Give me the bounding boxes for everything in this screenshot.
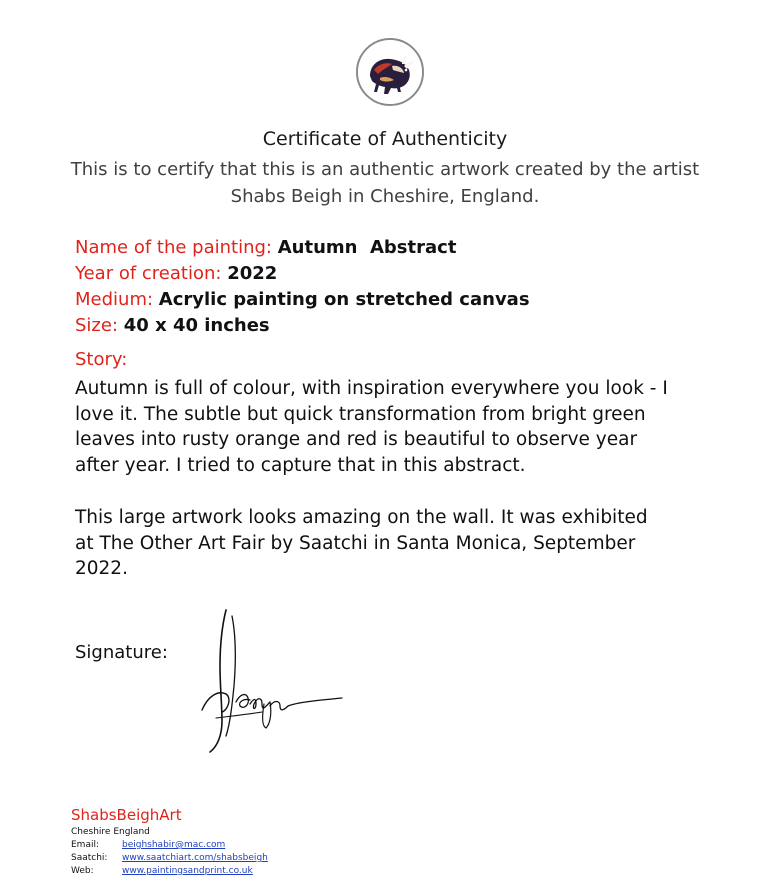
story-line: at The Other Art Fair by Saatchi in Santa Monica, September [75,532,636,554]
bull-icon [358,40,422,104]
story-line: Autumn is full of colour, with inspiration everywhere you look - I [75,378,668,399]
footer-location: Cheshire England [71,827,150,837]
signature-label: Signature: [75,642,168,663]
certificate-statement-line1: This is to certify that this is an authentic artwork created by the artist [70,159,700,180]
medium-row [75,287,530,313]
size-value: 40 x 40 inches [123,315,270,336]
year-label: Year of creation: [75,263,228,284]
certificate-statement-line2: Shabs Beigh in Cheshire, England. [230,186,540,207]
certificate-title: Certificate of Authenticity [262,128,508,150]
story-paragraph-2 [75,505,715,582]
painting-name-label: Name of the painting [75,237,266,258]
painting-name-separator: : [265,237,278,258]
email-label: Email: [71,840,100,850]
medium-value: Acrylic painting on stretched canvas [158,289,530,310]
artwork-details [75,235,530,339]
painting-name-row [75,235,530,261]
logo [356,38,424,106]
story-label: Story: [75,349,128,370]
story-line: leaves into rusty orange and red is beautiful to observe year [75,429,638,450]
story-paragraph-1 [75,376,715,478]
story-line: love it. The subtle but quick transformation from bright green [75,403,646,425]
story-line: This large artwork looks amazing on the wall. It was exhibited [75,507,648,528]
footer-brand: ShabsBeighArt [71,806,182,824]
medium-label: Medium: [75,289,159,310]
handwritten-signature [192,606,352,766]
size-label: Size: [75,315,124,336]
footer-email-row [71,840,225,850]
year-row [75,261,530,287]
size-row [75,313,530,339]
web-link[interactable]: www.paintingsandprint.co.uk [122,866,253,876]
web-label: Web: [71,866,94,876]
story-line: 2022. [75,558,128,579]
email-link[interactable]: beighshabir@mac.com [122,840,226,850]
footer-web-row [71,866,253,876]
year-value: 2022 [227,263,278,284]
saatchi-label: Saatchi: [71,853,108,863]
saatchi-link[interactable]: www.saatchiart.com/shabsbeigh [122,853,268,863]
story-line: after year. I tried to capture that in this abstract. [75,454,526,476]
footer-saatchi-row [71,853,268,863]
painting-name-value: Autumn Abstract [277,237,457,258]
